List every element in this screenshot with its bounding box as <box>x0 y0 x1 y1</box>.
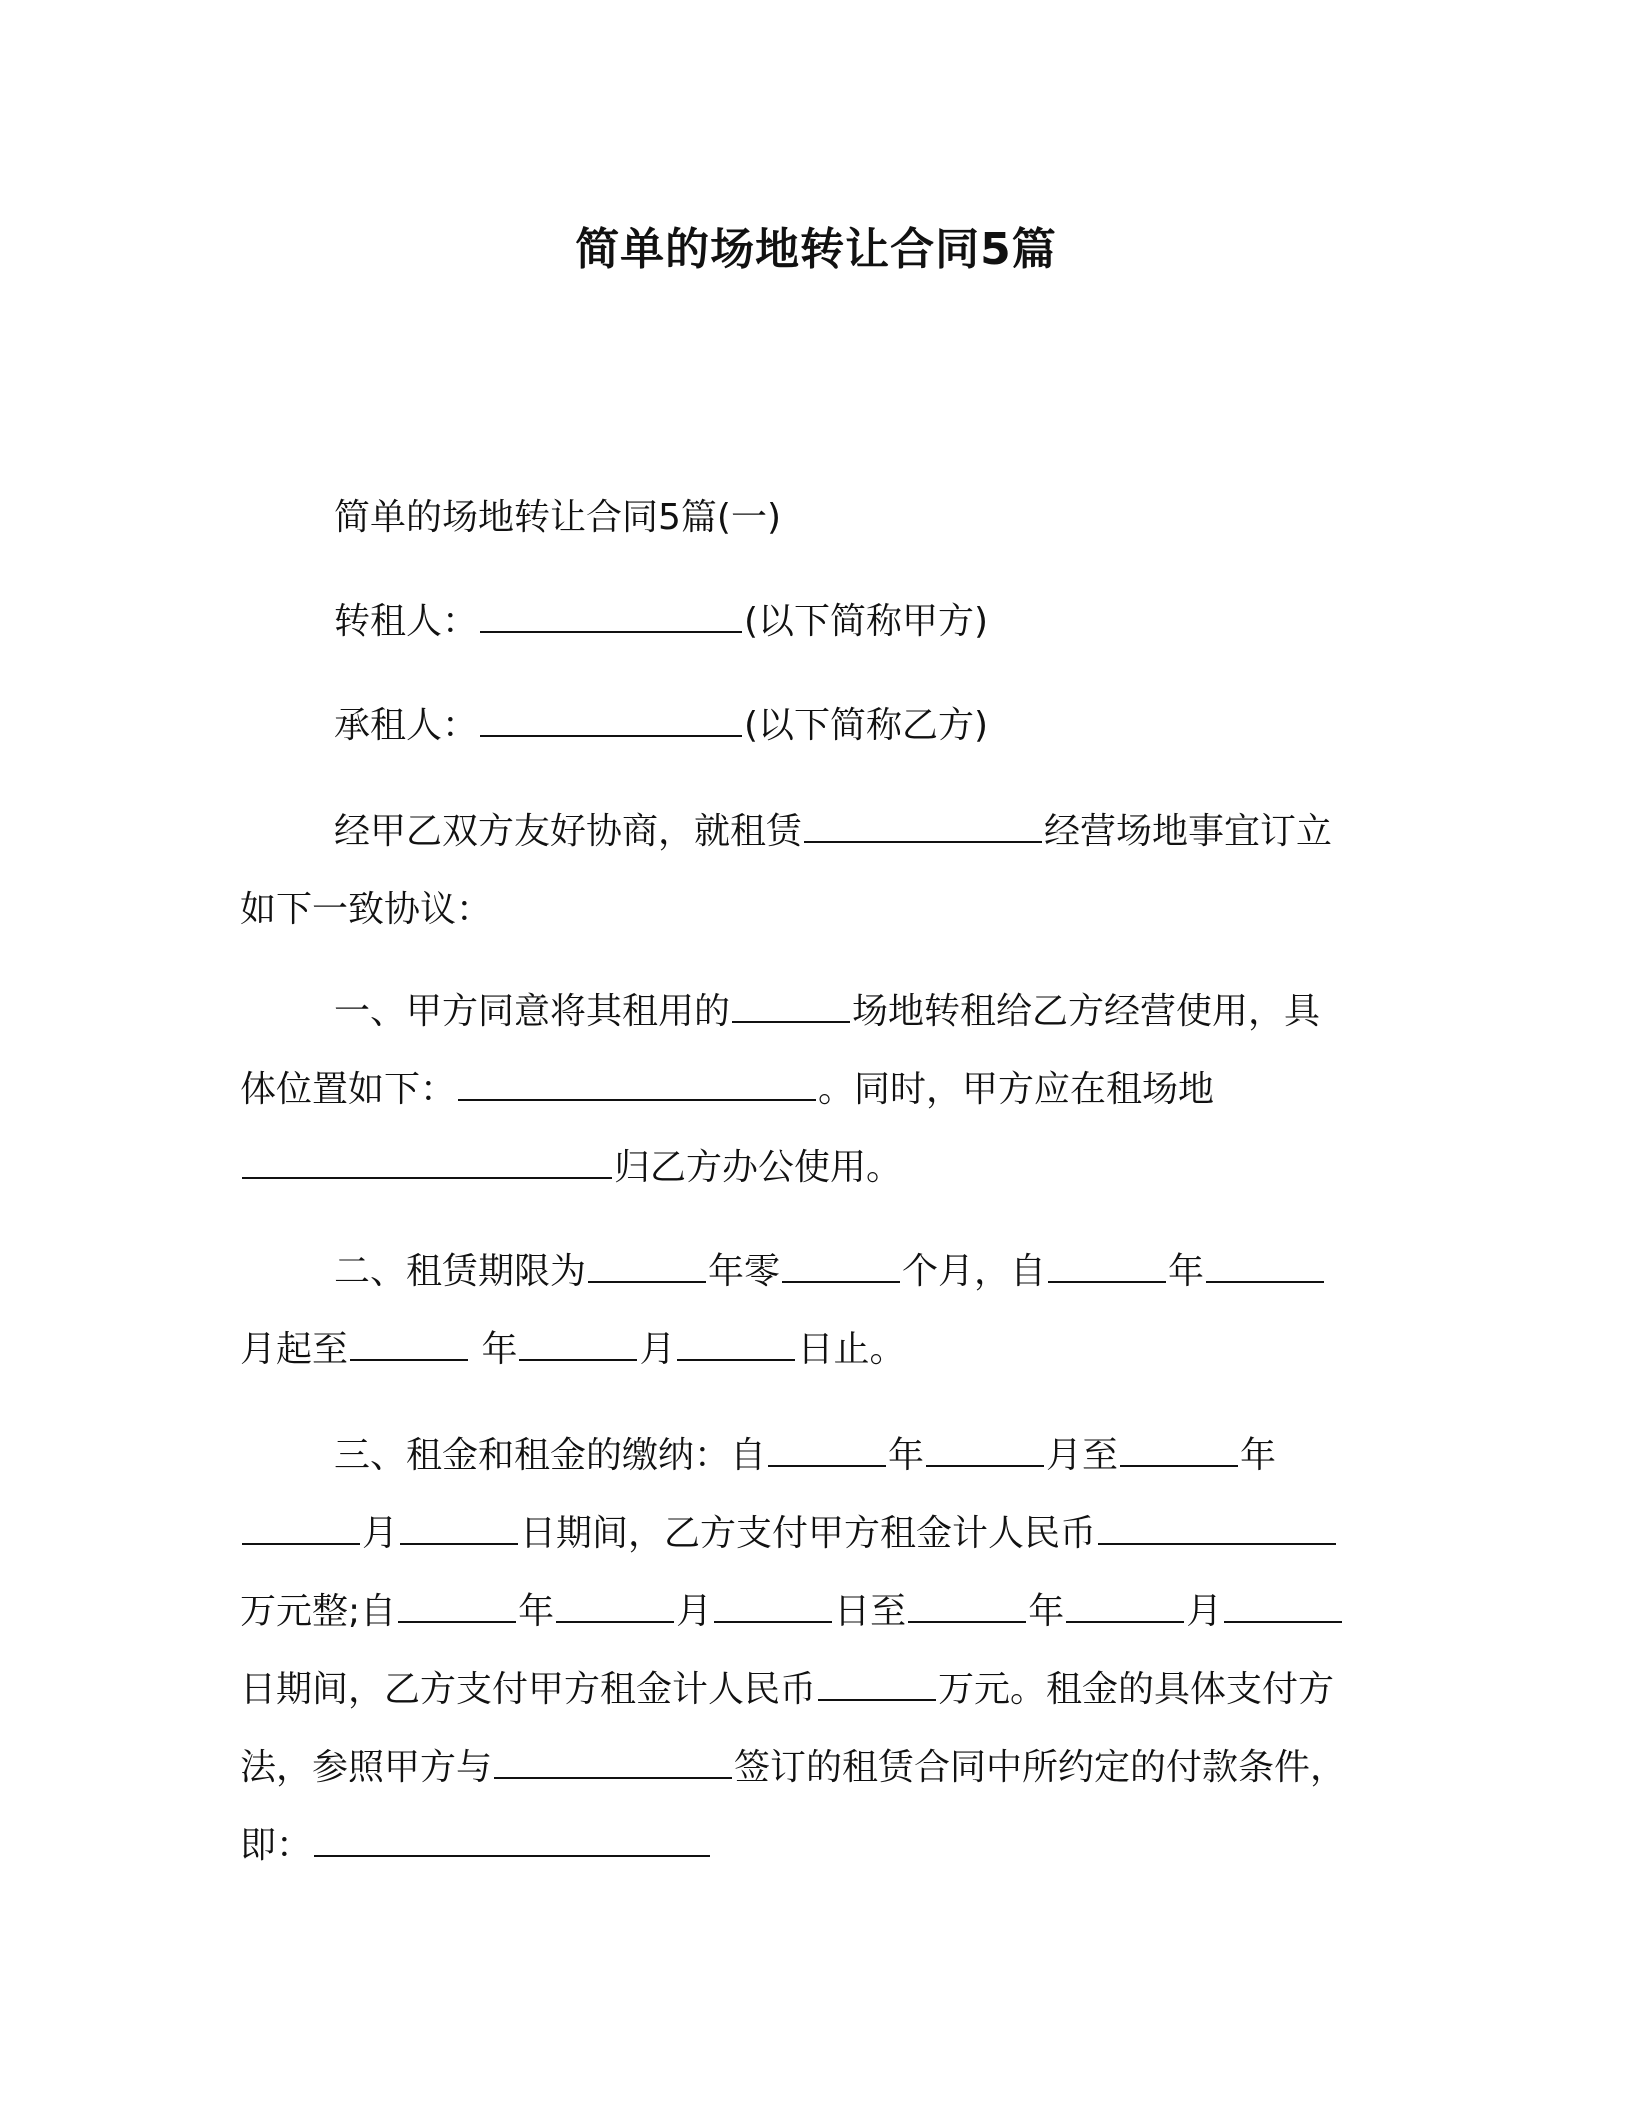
lessee-blank[interactable] <box>480 705 742 737</box>
rent1-end-month-blank[interactable] <box>242 1513 360 1545</box>
clause-text: 年 <box>1028 1591 1065 1632</box>
clause-text: 年零 <box>708 1251 781 1292</box>
preamble-text: 经营场地事宜订立 <box>1044 811 1333 852</box>
clause-text: 。同时，甲方应在租场地 <box>818 1069 1215 1110</box>
rent1-start-month-blank[interactable] <box>926 1435 1044 1467</box>
clause-text: 一、甲方同意将其租用的 <box>334 991 731 1032</box>
clause-text: 归乙方办公使用。 <box>614 1147 903 1188</box>
clause-text: 日期间，乙方支付甲方租金计人民币 <box>240 1669 817 1710</box>
clause-text: 月 <box>676 1591 713 1632</box>
clause-text: 万元。租金的具体支付方 <box>938 1669 1335 1710</box>
clause-text: 日止。 <box>797 1329 906 1370</box>
clause-text: 年 <box>1168 1251 1205 1292</box>
lessee-line <box>334 700 988 752</box>
clause-text: 法，参照甲方与 <box>240 1747 493 1788</box>
rent1-amount-blank[interactable] <box>1098 1513 1336 1545</box>
clause3-line-1 <box>334 1430 1276 1482</box>
preamble-line-2 <box>240 884 492 936</box>
sublessor-label: 转租人： <box>334 601 479 642</box>
end-day-blank[interactable] <box>677 1329 795 1361</box>
location-blank[interactable] <box>458 1069 816 1101</box>
clause-text: 月 <box>362 1513 399 1554</box>
rent2-start-year-blank[interactable] <box>398 1591 516 1623</box>
document-title: 简单的场地转让合同5篇 <box>575 224 1057 275</box>
clause-text: 月 <box>639 1329 676 1370</box>
rent2-end-year-blank[interactable] <box>908 1591 1026 1623</box>
clause3-line-3 <box>240 1586 1344 1638</box>
clause-text: 年 <box>1240 1435 1277 1476</box>
lease-party-blank[interactable] <box>494 1747 732 1779</box>
clause-text: 日期间，乙方支付甲方租金计人民币 <box>520 1513 1097 1554</box>
rent1-start-year-blank[interactable] <box>768 1435 886 1467</box>
clause-text: 签订的租赁合同中所约定的付款条件， <box>734 1747 1347 1788</box>
sublessor-suffix: (以下简称甲方) <box>744 601 989 642</box>
clause-text: 万元整;自 <box>240 1591 397 1632</box>
clause-text: 年 <box>518 1591 555 1632</box>
clause-text: 年 <box>470 1329 518 1370</box>
clause3-line-5 <box>240 1742 1346 1794</box>
section-heading-text: 简单的场地转让合同5篇(一) <box>334 497 781 538</box>
sublessor-blank[interactable] <box>480 601 742 633</box>
clause2-line-2 <box>240 1324 906 1376</box>
rent2-end-day-blank[interactable] <box>1224 1591 1342 1623</box>
clause-text: 月至 <box>1046 1435 1119 1476</box>
clause3-line-4 <box>240 1664 1334 1716</box>
clause-text: 月起至 <box>240 1329 349 1370</box>
rent1-end-day-blank[interactable] <box>400 1513 518 1545</box>
clause-text: 年 <box>888 1435 925 1476</box>
section-heading <box>334 492 781 544</box>
preamble-line-1 <box>334 806 1332 858</box>
site-blank[interactable] <box>732 991 850 1023</box>
rent2-end-month-blank[interactable] <box>1066 1591 1184 1623</box>
clause1-line-3 <box>240 1142 902 1194</box>
end-month-blank[interactable] <box>519 1329 637 1361</box>
clause-text: 月 <box>1186 1591 1223 1632</box>
clause1-line-1 <box>334 986 1320 1038</box>
start-year-blank[interactable] <box>1048 1251 1166 1283</box>
payment-terms-blank[interactable] <box>314 1825 710 1857</box>
premises-blank[interactable] <box>804 811 1042 843</box>
sublessor-line <box>334 596 988 648</box>
clause3-line-2 <box>240 1508 1338 1560</box>
term-months-blank[interactable] <box>782 1251 900 1283</box>
term-years-blank[interactable] <box>588 1251 706 1283</box>
preamble-text: 如下一致协议： <box>240 889 493 930</box>
clause2-line-1 <box>334 1246 1326 1298</box>
clause3-line-6 <box>240 1820 712 1872</box>
lessee-label: 承租人： <box>334 705 479 746</box>
clause1-line-2 <box>240 1064 1214 1116</box>
rent2-amount-blank[interactable] <box>818 1669 936 1701</box>
office-blank[interactable] <box>242 1147 612 1179</box>
clause-text: 即： <box>240 1825 313 1866</box>
clause-text: 个月，自 <box>902 1251 1047 1292</box>
rent2-start-month-blank[interactable] <box>556 1591 674 1623</box>
lessee-suffix: (以下简称乙方) <box>744 705 989 746</box>
clause-text: 二、租赁期限为 <box>334 1251 587 1292</box>
preamble-text: 经甲乙双方友好协商，就租赁 <box>334 811 803 852</box>
rent1-end-year-blank[interactable] <box>1120 1435 1238 1467</box>
end-year-blank[interactable] <box>350 1329 468 1361</box>
clause-text: 体位置如下： <box>240 1069 457 1110</box>
clause-text: 三、租金和租金的缴纳：自 <box>334 1435 767 1476</box>
start-month-blank[interactable] <box>1206 1251 1324 1283</box>
clause-text: 场地转租给乙方经营使用，具 <box>852 991 1321 1032</box>
clause-text: 日至 <box>834 1591 907 1632</box>
rent2-start-day-blank[interactable] <box>714 1591 832 1623</box>
